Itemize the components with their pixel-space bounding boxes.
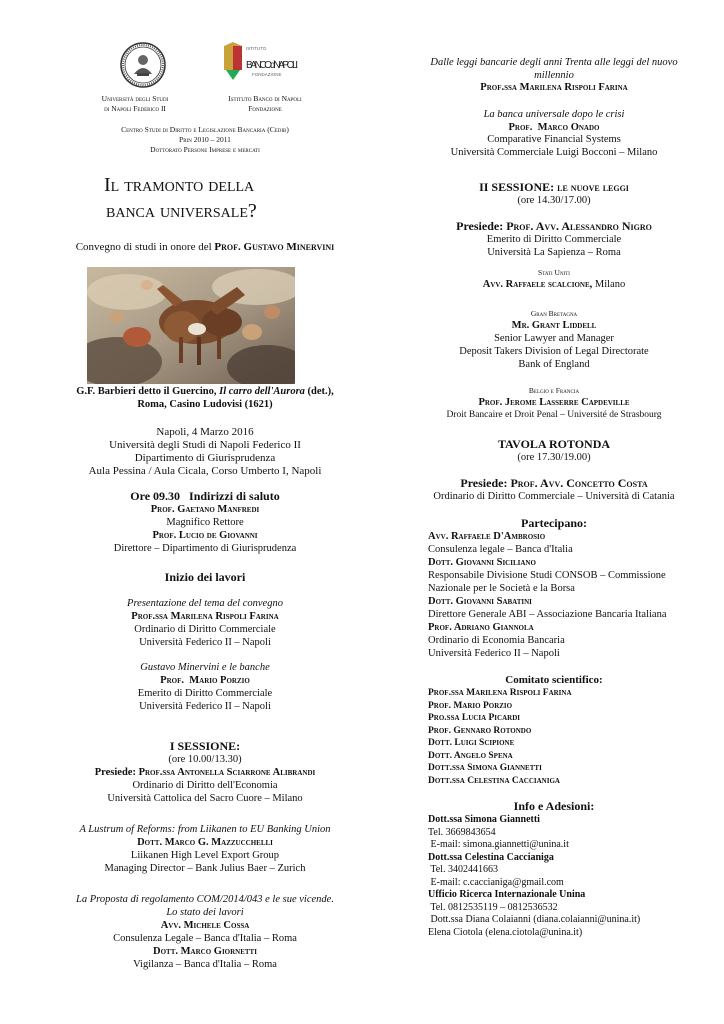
participant-4-l2: Università Federico II – Napoli [428,648,560,659]
session-1-chair-l2: Università Cattolica del Sacro Cuore – Milano [107,793,303,804]
opening-role-2: Direttore – Dipartimento di Giurisprudenza [113,543,297,554]
tr-chair-label: Presiede: [460,476,511,490]
talk-proposta-title-a: La Proposta di regolamento COM/2014/043 e le sue vicende. [76,894,334,905]
talk-proposta-speaker-2: Dott. Marco Giornetti [153,946,257,957]
session-2 [404,180,704,207]
usa-label: Stati Uniti [538,268,570,277]
talk-proposta [40,893,370,971]
contact-2-name: Dott.ssa Celestina Caccianiga [428,851,554,863]
comitato-member: Dott.ssa Celestina Caccianiga [428,775,560,786]
session-2-chair [404,219,704,259]
info-contacts [428,814,718,939]
talk-minervini-l1: Emerito di Diritto Commerciale [137,688,273,699]
talk-leggi-bancarie [404,57,704,95]
s2-chair-name: Prof. Avv. Alessandro Nigro [506,219,652,233]
talk-lustrum [40,823,370,875]
university-label [70,94,200,114]
opening-role-1: Magnifico Rettore [166,517,244,528]
comitato-list [428,687,698,787]
title-line-2: banca universale? [106,200,257,222]
talk-leggi-speaker: Prof.ssa Marilena Rispoli Farina [480,82,628,93]
opening-heading: Ore 09.30 Indirizzi di saluto [130,489,280,503]
event-uni: Università degli Studi di Napoli Federico II [109,439,301,451]
talk-intro [40,597,370,649]
talk-bu-title: La banca universale dopo le crisi [483,109,625,120]
session-2-subheading: le nuove leggi [557,180,629,194]
s2-chair-label: Presiede: [456,219,507,233]
uni-line-2: di Napoli Federico II [104,104,166,113]
talk-leggi-title-b: millennio [534,69,574,81]
talk-lustrum-speaker: Dott. Marco G. Mazzucchelli [137,837,273,848]
tavola-chair [394,476,714,503]
talk-minervini-title: Gustavo Minervini e le banche [140,662,270,673]
caption-det: (det.), [304,386,334,397]
contact-2-email[interactable]: E-mail: c.caccianiga@gmail.com [428,876,564,888]
bdn-label-top: ISTITUTO [246,46,267,51]
subtitle-prefix: Convegno di studi in onore del [75,241,215,253]
caption-place: Roma, Casino Ludovisi (1621) [137,399,273,410]
comitato-member: Prof.ssa Marilena Rispoli Farina [428,688,572,698]
participant-1-name: Avv. Raffaele D'Ambrosio [428,531,546,542]
comitato-member: Dott. Luigi Scipione [428,738,515,748]
participant-1-l1: Consulenza legale – Banca d'Italia [428,544,573,555]
painting-image [87,267,295,384]
talk-proposta-role-2: Vigilanza – Banca d'Italia – Roma [133,959,277,970]
talk-minervini-speaker: Prof. Mario Porzio [160,675,250,686]
usa-section [404,268,704,292]
uk-l1: Senior Lawyer and Manager [494,333,614,344]
be-fr-section [396,386,712,422]
participant-4-name: Prof. Adriano Giannola [428,622,534,633]
event-date: Napoli, 4 Marzo 2016 [156,426,254,438]
comitato-member: Dott. Angelo Spena [428,750,513,761]
event-dept: Dipartimento di Giurisprudenza [134,452,276,464]
title-line-1: Il tramonto della [104,174,255,196]
comitato-member: Pro.ssa Lucia Picardi [428,713,520,723]
dottorato-line: Dottorato Persone Imprese e mercati [150,145,260,154]
contact-3-tel: Tel. 0812535119 – 0812536532 [428,901,558,913]
opening-section [40,489,370,555]
centro-label [40,125,370,155]
session-1-chair-name: Prof.ssa Antonella Sciarrone Alibrandi [138,767,316,778]
subtitle [40,240,370,254]
uk-speaker: Mr. Grant Liddell [511,320,597,331]
contact-3-name: Ufficio Ricerca Internazionale Unina [428,889,586,900]
centro-line: Centro Studi di Diritto e Legislazione Bancaria (Cedib) [121,125,289,134]
session-1 [40,739,370,805]
istituto-label [200,94,330,114]
talk-bu-l2: Università Commerciale Luigi Bocconi – Milano [450,146,658,158]
talk-minervini-l2: Università Federico II – Napoli [139,701,271,712]
event-info [40,426,370,478]
tavola-rotonda [404,437,704,464]
event-rooms: Aula Pessina / Aula Cicala, Corso Umberto I, Napoli [88,465,322,477]
bdn-label-main: BANCO di NAPOLI [246,60,298,71]
contact-3-l1[interactable]: Dott.ssa Diana Colaianni (diana.colaianni@unina.it) [428,914,641,925]
tr-chair-l1: Ordinario di Diritto Commerciale – Università di Catania [433,491,675,502]
session-1-chair-label: Presiede: [94,767,139,778]
session-1-time: (ore 10.00/13.30) [168,754,242,765]
participants-list [428,530,724,660]
participants-heading: Partecipano: [521,516,587,530]
tavola-time: (ore 17.30/19.00) [517,452,591,463]
opening-speaker-2: Prof. Lucio de Giovanni [152,530,258,541]
session-1-heading: I SESSIONE: [169,739,241,753]
talk-lustrum-title: A Lustrum of Reforms: from Liikanen to EU Banking Union [79,824,331,835]
contact-1-email[interactable]: E-mail: simona.giannetti@unina.it [428,839,569,850]
tavola-heading: TAVOLA ROTONDA [497,437,611,451]
caption-work: Il carro dell'Aurora [219,386,305,397]
page-title [104,172,364,224]
contact-2-tel: Tel. 3402441663 [428,864,498,875]
talk-minervini [40,661,370,713]
talk-lustrum-l2: Managing Director – Bank Julius Baer – Zurich [104,863,306,874]
talk-leggi-title-a: Dalle leggi bancarie degli anni Trenta alle leggi del nuovo [430,57,678,68]
usa-speaker: Avv. Raffaele scalcione, [482,279,593,290]
inizio-heading: Inizio dei lavori [164,570,246,584]
bdn-label-bottom: FONDAZIONE [252,72,282,77]
info-heading: Info e Adesioni: [513,799,595,813]
opening-speaker-1: Prof. Gaetano Manfredi [150,504,260,515]
ist-line-1: Istituto Banco di Napoli [228,94,302,103]
talk-lustrum-l1: Liikanen High Level Export Group [130,850,280,861]
participant-2-name: Dott. Giovanni Siciliano [428,557,536,568]
uk-l3: Bank of England [518,359,590,370]
contact-1-name: Dott.ssa Simona Giannetti [428,814,540,825]
caption-artist: G.F. Barbieri detto il Guercino, [76,386,220,397]
participant-2-l1: Responsabile Divisione Studi CONSOB – Commissione [428,570,666,581]
session-1-chair-l1: Ordinario di Diritto dell'Economia [132,780,278,791]
participant-3-name: Dott. Giovanni Sabatini [428,596,532,607]
tr-chair-name: Prof. Avv. Concetto Costa [510,476,648,490]
comitato-heading: Comitato scientifico: [505,674,603,686]
banco-di-napoli-logo [222,40,302,84]
uk-l2: Deposit Takers Division of Legal Directorate [459,346,649,357]
talk-intro-title: Presentazione del tema del convegno [127,598,283,609]
contact-1-tel: Tel. 3669843654 [428,826,496,838]
talk-proposta-speaker-1: Avv. Michele Cossa [160,920,250,931]
be-fr-speaker: Prof. Jerome Lasserre Capdeville [478,397,630,408]
participant-3-l1: Direttore Generale ABI – Associazione Bancaria Italiana [428,609,667,620]
prin-line: Prin 2010 – 2011 [179,135,231,144]
be-fr-label: Belgio e Francia [528,386,580,395]
talk-bu-speaker: Prof. Marco Onado [508,121,600,133]
be-fr-l1: Droit Bancaire et Droit Penal – Université de Strasbourg [446,410,662,420]
usa-city: Milano [592,279,626,290]
uk-section [404,309,704,371]
talk-proposta-title-b: Lo stato dei lavori [166,907,244,918]
participant-2-l2: Nazionale per le Società e la Borsa [428,583,575,594]
session-2-heading: II SESSIONE: [479,180,558,194]
subtitle-honoree: Prof. Gustavo Minervini [214,241,335,253]
painting-caption [40,385,370,411]
comitato-member: Prof. Gennaro Rotondo [428,725,532,736]
talk-intro-speaker: Prof.ssa Marilena Rispoli Farina [131,611,279,622]
session-2-time: (ore 14.30/17.00) [517,195,591,206]
talk-intro-l1: Ordinario di Diritto Commerciale [134,624,276,635]
talk-intro-l2: Università Federico II – Napoli [139,637,271,648]
contact-3-l2[interactable]: Elena Ciotola (elena.ciotola@unina.it) [428,926,583,938]
s2-chair-l1: Emerito di Diritto Commerciale [486,234,622,245]
participant-4-l1: Ordinario di Economia Bancaria [428,635,565,646]
talk-bu-l1: Comparative Financial Systems [487,134,621,145]
comitato-member: Prof. Mario Porzio [428,700,513,711]
talk-proposta-role-1: Consulenza Legale – Banca d'Italia – Roma [113,933,297,944]
university-seal-logo [120,42,166,88]
talk-banca-universale [404,109,704,159]
uni-line-1: Università degli Studi [101,94,169,103]
s2-chair-l2: Università La Sapienza – Roma [487,247,621,258]
comitato-member: Dott.ssa Simona Giannetti [428,763,542,773]
uk-label: Gran Bretagna [530,309,578,318]
ist-line-2: Fondazione [248,104,282,113]
